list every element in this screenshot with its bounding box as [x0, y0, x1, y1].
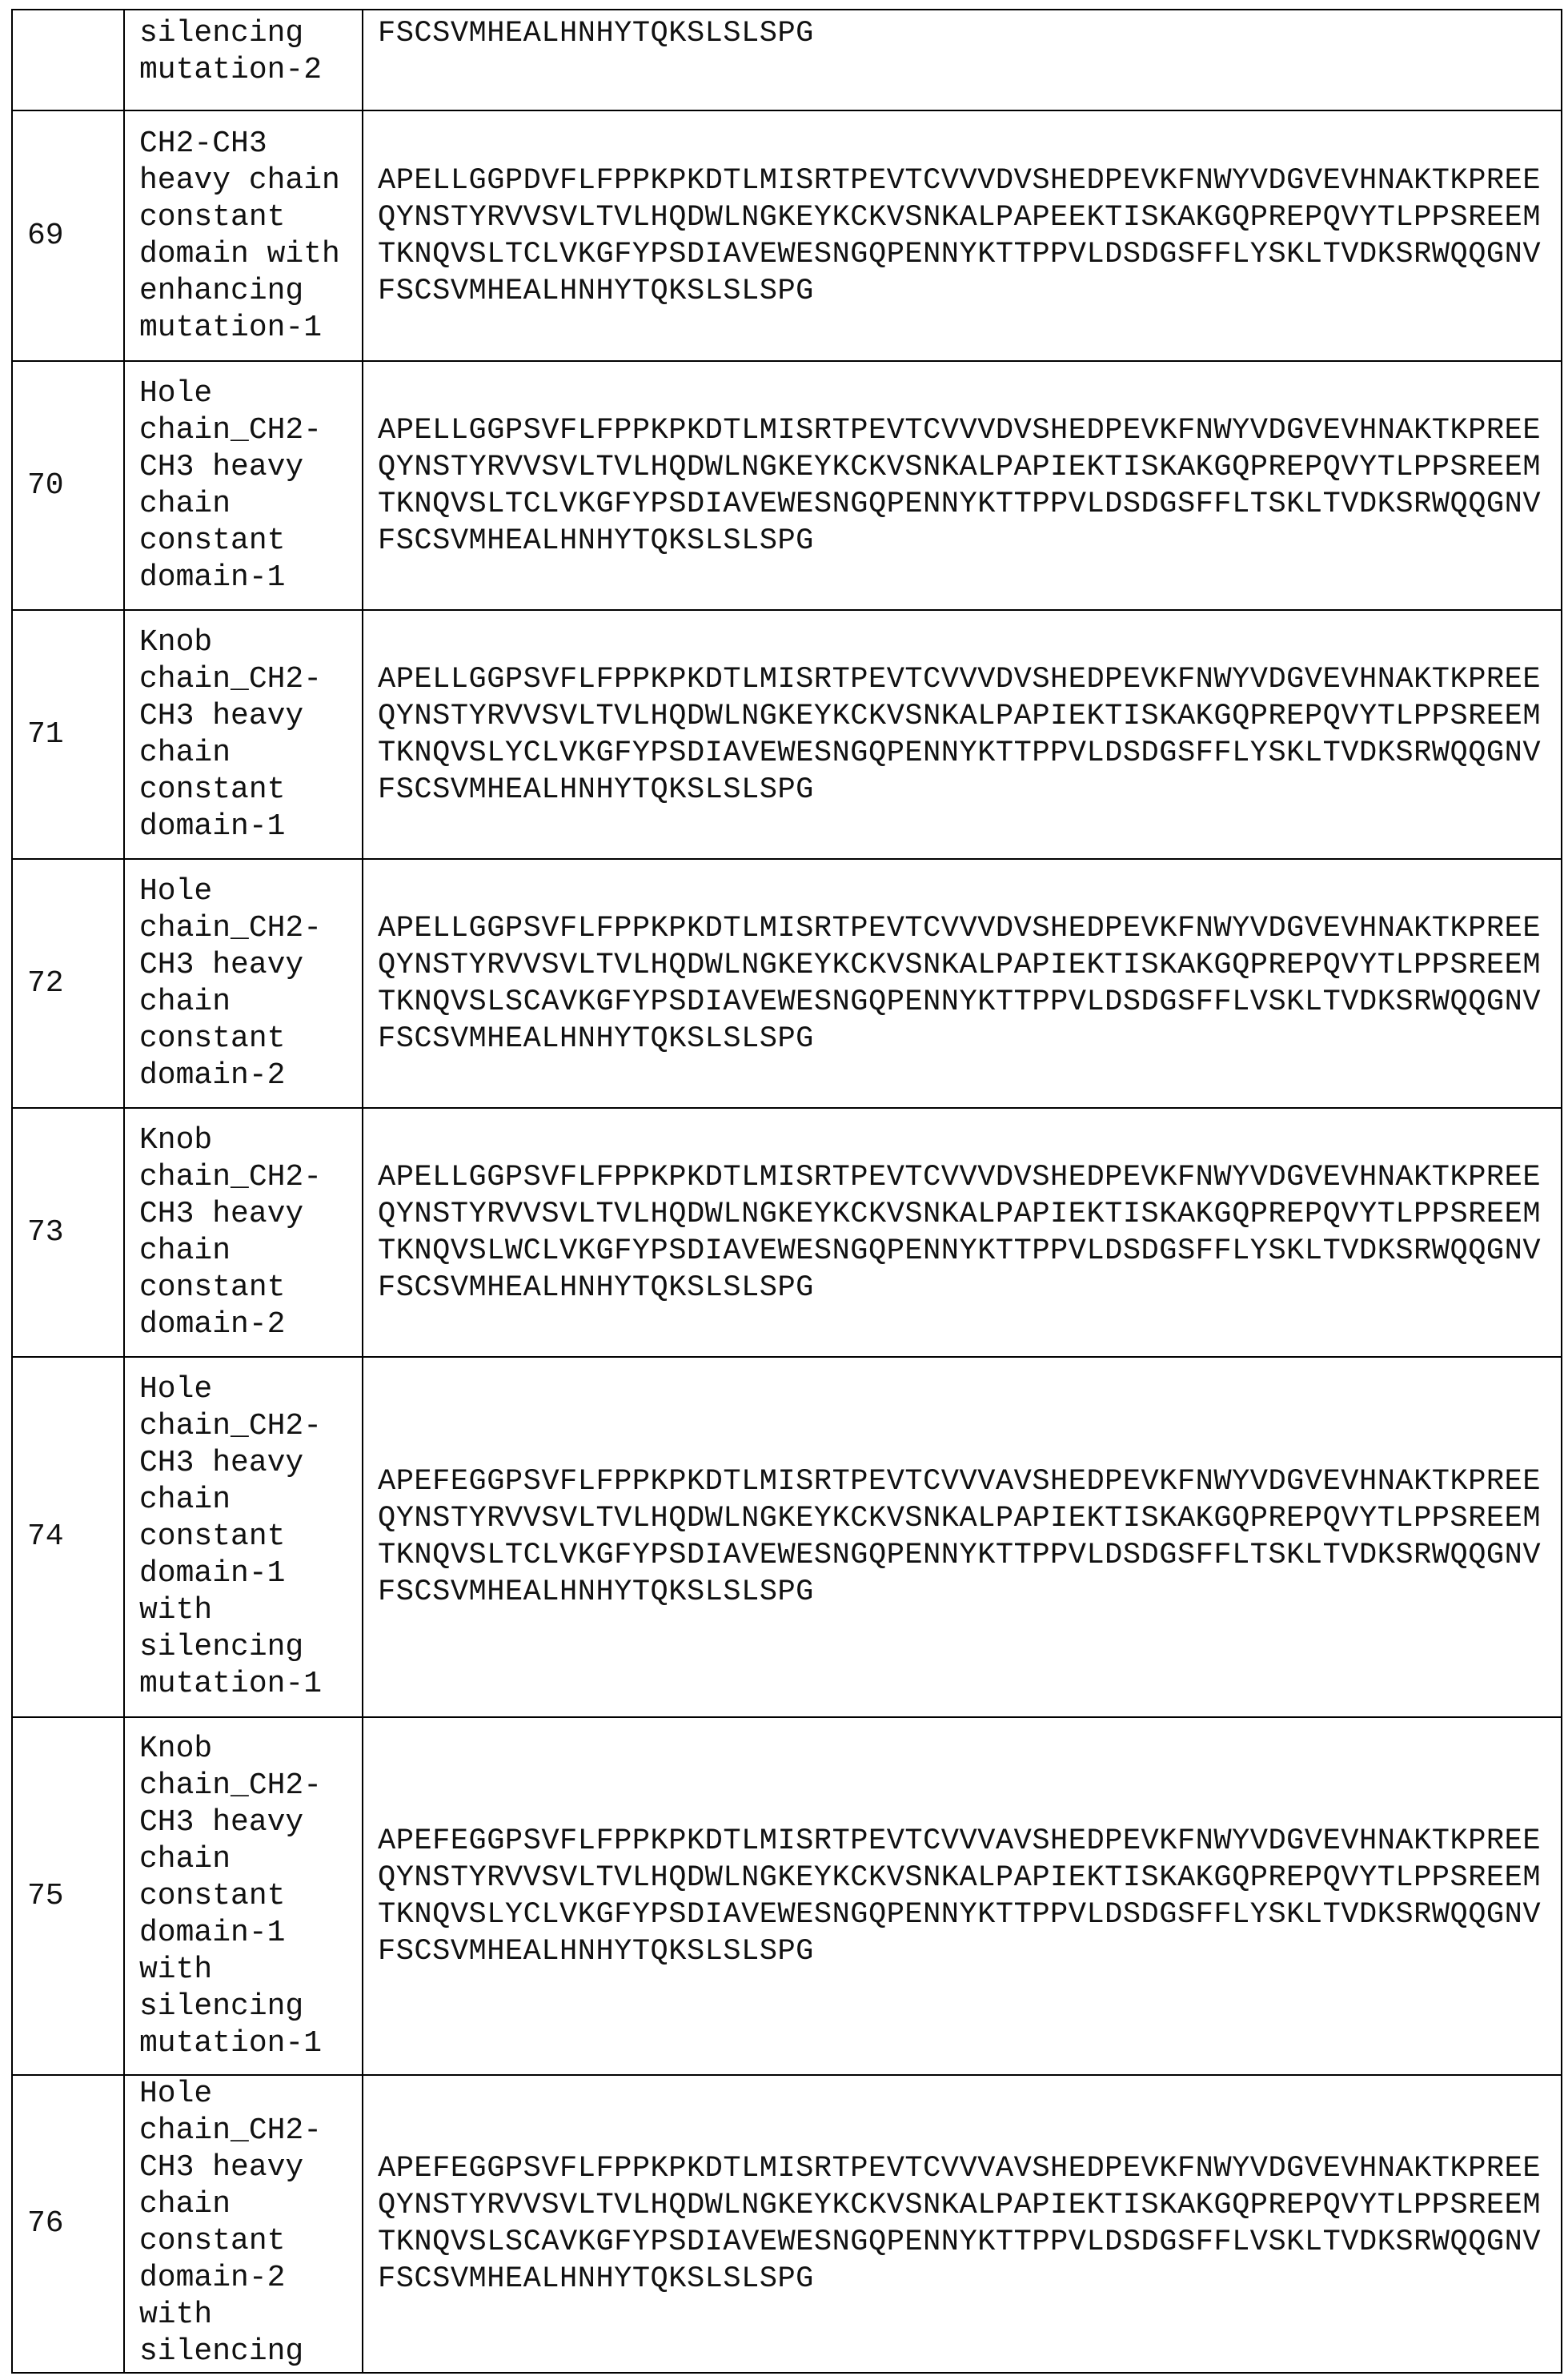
seq-description: CH2-CH3 heavy chain constant domain with enhancing mutation-1: [124, 110, 363, 361]
table-row: [12, 1108, 1562, 1357]
table-row: [12, 361, 1562, 610]
sequence-table: [11, 9, 1562, 2374]
seq-id: [12, 10, 124, 110]
seq-id: 71: [12, 610, 124, 859]
seq-sequence: FSCSVMHEALHNHYTQKSLSLSPG: [363, 10, 1562, 110]
seq-description: Hole chain_CH2- CH3 heavy chain constant domain-1: [124, 361, 363, 610]
seq-description: Hole chain_CH2- CH3 heavy chain constant domain-2: [124, 859, 363, 1108]
seq-sequence: APELLGGPSVFLFPPKPKDTLMISRTPEVTCVVVDVSHEDPEVKFNWYVDGVEVHNAKTKPREE QYNSTYRVVSVLTVLHQDWLNGKEYKCKVSNKALPAPIEKTISKAKGQPREPQVYTLPPSREEM TKNQVSLWCLVKGFYPSDIAVEWESNGQPENNYKTTPPVLDSDGSFFLYSKLTVDKSRWQQGNV FSCSVMHEALHNHYTQKSLSLSPG: [363, 1108, 1562, 1357]
table-row: [12, 859, 1562, 1108]
seq-sequence: APEFEGGPSVFLFPPKPKDTLMISRTPEVTCVVVAVSHEDPEVKFNWYVDGVEVHNAKTKPREE QYNSTYRVVSVLTVLHQDWLNGKEYKCKVSNKALPAPIEKTISKAKGQPREPQVYTLPPSREEM TKNQVSLSCAVKGFYPSDIAVEWESNGQPENNYKTTPPVLDSDGSFFLVSKLTVDKSRWQQGNV FSCSVMHEALHNHYTQKSLSLSPG: [363, 2075, 1562, 2373]
seq-id: 74: [12, 1357, 124, 1717]
table-row: [12, 110, 1562, 361]
seq-sequence: APEFEGGPSVFLFPPKPKDTLMISRTPEVTCVVVAVSHEDPEVKFNWYVDGVEVHNAKTKPREE QYNSTYRVVSVLTVLHQDWLNGKEYKCKVSNKALPAPIEKTISKAKGQPREPQVYTLPPSREEM TKNQVSLYCLVKGFYPSDIAVEWESNGQPENNYKTTPPVLDSDGSFFLYSKLTVDKSRWQQGNV FSCSVMHEALHNHYTQKSLSLSPG: [363, 1717, 1562, 2075]
seq-description: Hole chain_CH2- CH3 heavy chain constant domain-1 with silencing mutation-1: [124, 1357, 363, 1717]
table-row: [12, 10, 1562, 110]
seq-description: Knob chain_CH2- CH3 heavy chain constant domain-2: [124, 1108, 363, 1357]
table-row: [12, 2075, 1562, 2373]
seq-id: 70: [12, 361, 124, 610]
seq-id: 76: [12, 2075, 124, 2373]
table-row: [12, 1357, 1562, 1717]
seq-sequence: APEFEGGPSVFLFPPKPKDTLMISRTPEVTCVVVAVSHEDPEVKFNWYVDGVEVHNAKTKPREE QYNSTYRVVSVLTVLHQDWLNGKEYKCKVSNKALPAPIEKTISKAKGQPREPQVYTLPPSREEM TKNQVSLTCLVKGFYPSDIAVEWESNGQPENNYKTTPPVLDSDGSFFLTSKLTVDKSRWQQGNV FSCSVMHEALHNHYTQKSLSLSPG: [363, 1357, 1562, 1717]
table-row: [12, 610, 1562, 859]
seq-id: 75: [12, 1717, 124, 2075]
seq-id: 72: [12, 859, 124, 1108]
seq-sequence: APELLGGPDVFLFPPKPKDTLMISRTPEVTCVVVDVSHEDPEVKFNWYVDGVEVHNAKTKPREE QYNSTYRVVSVLTVLHQDWLNGKEYKCKVSNKALPAPEEKTISKAKGQPREPQVYTLPPSREEM TKNQVSLTCLVKGFYPSDIAVEWESNGQPENNYKTTPPVLDSDGSFFLYSKLTVDKSRWQQGNV FSCSVMHEALHNHYTQKSLSLSPG: [363, 110, 1562, 361]
seq-description: silencing mutation-2: [124, 10, 363, 110]
seq-description: Knob chain_CH2- CH3 heavy chain constant domain-1 with silencing mutation-1: [124, 1717, 363, 2075]
seq-sequence: APELLGGPSVFLFPPKPKDTLMISRTPEVTCVVVDVSHEDPEVKFNWYVDGVEVHNAKTKPREE QYNSTYRVVSVLTVLHQDWLNGKEYKCKVSNKALPAPIEKTISKAKGQPREPQVYTLPPSREEM TKNQVSLSCAVKGFYPSDIAVEWESNGQPENNYKTTPPVLDSDGSFFLVSKLTVDKSRWQQGNV FSCSVMHEALHNHYTQKSLSLSPG: [363, 859, 1562, 1108]
seq-id: 69: [12, 110, 124, 361]
seq-sequence: APELLGGPSVFLFPPKPKDTLMISRTPEVTCVVVDVSHEDPEVKFNWYVDGVEVHNAKTKPREE QYNSTYRVVSVLTVLHQDWLNGKEYKCKVSNKALPAPIEKTISKAKGQPREPQVYTLPPSREEM TKNQVSLTCLVKGFYPSDIAVEWESNGQPENNYKTTPPVLDSDGSFFLTSKLTVDKSRWQQGNV FSCSVMHEALHNHYTQKSLSLSPG: [363, 361, 1562, 610]
table-row: [12, 1717, 1562, 2075]
seq-description: Hole chain_CH2- CH3 heavy chain constant domain-2 with silencing: [124, 2075, 363, 2373]
seq-id: 73: [12, 1108, 124, 1357]
seq-description: Knob chain_CH2- CH3 heavy chain constant domain-1: [124, 610, 363, 859]
seq-sequence: APELLGGPSVFLFPPKPKDTLMISRTPEVTCVVVDVSHEDPEVKFNWYVDGVEVHNAKTKPREE QYNSTYRVVSVLTVLHQDWLNGKEYKCKVSNKALPAPIEKTISKAKGQPREPQVYTLPPSREEM TKNQVSLYCLVKGFYPSDIAVEWESNGQPENNYKTTPPVLDSDGSFFLYSKLTVDKSRWQQGNV FSCSVMHEALHNHYTQKSLSLSPG: [363, 610, 1562, 859]
